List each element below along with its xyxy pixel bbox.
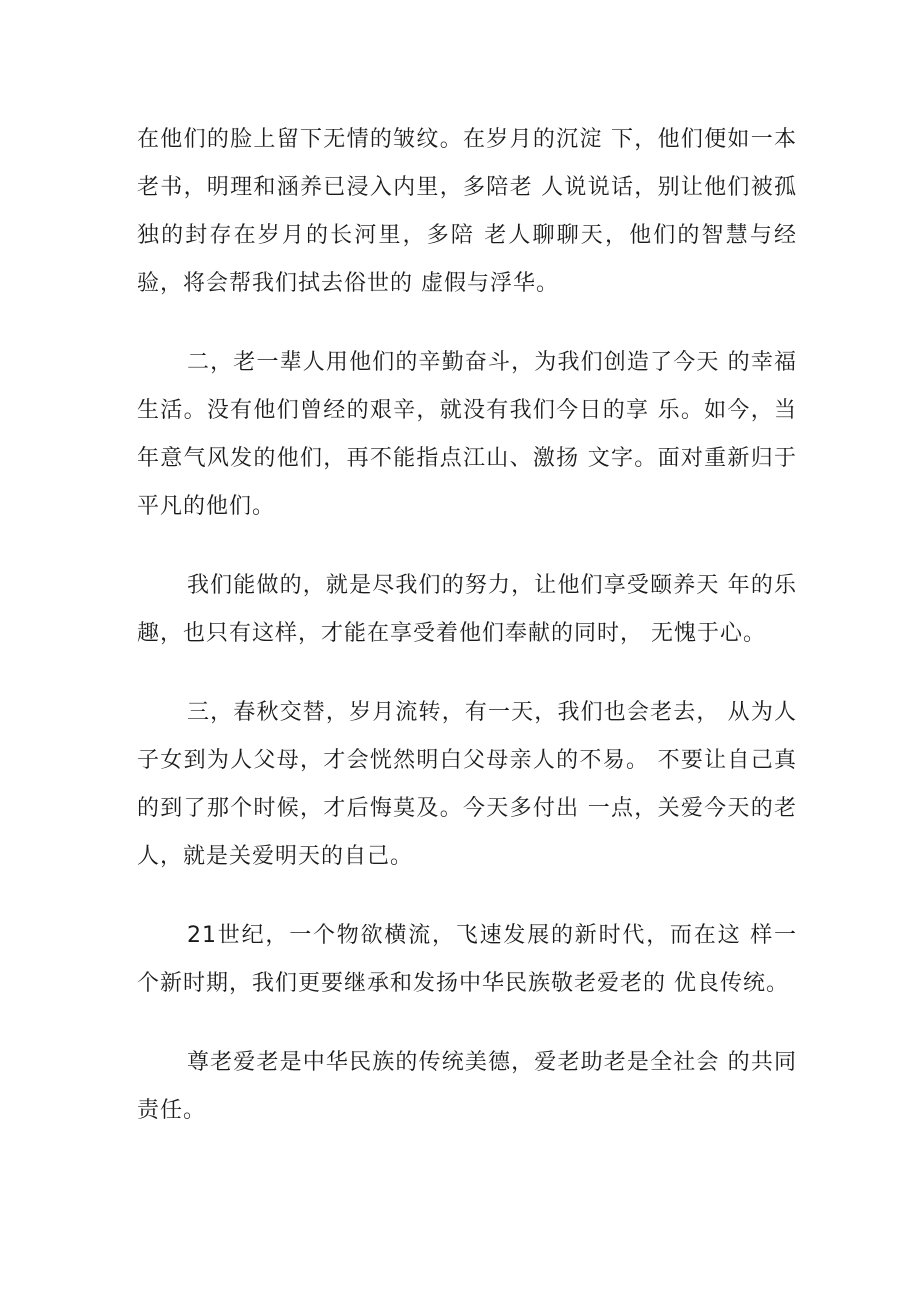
paragraph-conclusion: 尊老爱老是中华民族的传统美德，爱老助老是全社会 的共同责任。 — [137, 1050, 797, 1123]
paragraph-continuation: 在他们的脸上留下无情的皱纹。在岁月的沉淀 下，他们便如一本老书，明理和涵养已浸入内里，多陪老 人说说话，别让他们被孤独的封存在岁月的长河里，多陪 老人聊聊天，他们的智慧与经验，将会帮我们拭去俗世的 虚假与浮华。 — [137, 127, 797, 296]
paragraph-21st-century: 21世纪，一个物欲横流，飞速发展的新时代，而在这 样一个新时期，我们更要继承和发扬中华民族敬老爱老的 优良传统。 — [137, 923, 797, 996]
paragraph-point-two: 二，老一辈人用他们的辛勤奋斗，为我们创造了今天 的幸福生活。没有他们曾经的艰辛，就没有我们今日的享 乐。如今，当年意气风发的他们，再不能指点江山、激扬 文字。面对重新归于平凡的他们。 — [137, 350, 797, 519]
paragraph-point-three: 三，春秋交替，岁月流转，有一天，我们也会老去， 从为人子女到为人父母，才会恍然明白父母亲人的不易。 不要让自己真的到了那个时候，才后悔莫及。今天多付出 一点，关爱今天的老人，就是关爱明天的自己。 — [137, 700, 797, 869]
paragraph-what-we-can-do: 我们能做的，就是尽我们的努力，让他们享受颐养天 年的乐趣，也只有这样，才能在享受着他们奉献的同时， 无愧于心。 — [137, 573, 797, 646]
document-body — [137, 116, 797, 1166]
